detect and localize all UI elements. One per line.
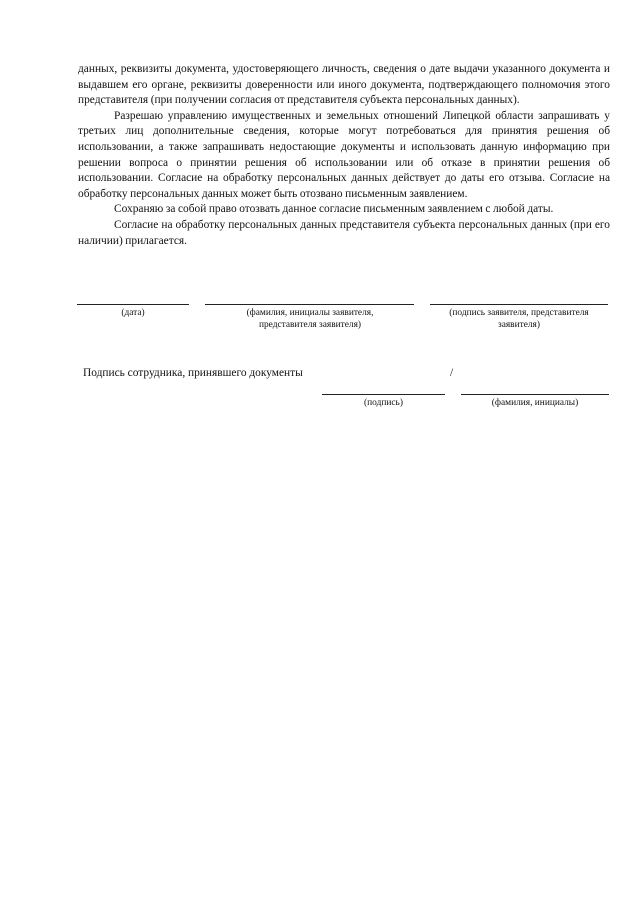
date-line — [77, 304, 189, 305]
date-caption: (дата) — [121, 308, 145, 318]
employee-signature-line — [322, 394, 445, 395]
paragraph-3: Сохраняю за собой право отозвать данное согласие письменным заявлением с любой даты. — [114, 203, 554, 216]
employee-name-line — [461, 394, 609, 395]
name-line — [205, 304, 414, 305]
paragraph-1: данных, реквизиты документа, удостоверяющего личность, сведения о дате выдачи указанного документа и выдавшем его органе, реквизиты доверенности или иного документа, подтверждающего полномочия этого представителя (при получении согласия от представителя субъекта персональных данных). — [78, 63, 610, 107]
slash-separator: / — [450, 367, 454, 379]
paragraph-4: Согласие на обработку персональных данных представителя субъекта персональных данных (при его наличии) прилагается. — [78, 218, 610, 247]
employee-label: Подпись сотрудника, принявшего документы — [83, 367, 303, 379]
signature-line — [430, 304, 608, 305]
signature-caption: (подпись заявителя, представителя заявителя) — [449, 308, 589, 330]
paragraph-2: Разрешаю управлению имущественных и земельных отношений Липецкой области запрашивать у третьих лиц дополнительные сведения, которые могут потребоваться для принятия решения об использовании, а также запрашивать недостающие документы и использовать данную информацию при решении вопроса о принятии решения об использовании или об отказе в принятии решения об использовании. Согласие на обработку персональных данных действует до даты его отзыва. Согласие на обработку персональных данных может быть отозвано письменным заявлением. — [78, 109, 610, 200]
document-body — [78, 62, 610, 249]
employee-signature-caption: (подпись) — [364, 398, 403, 408]
name-caption: (фамилия, инициалы заявителя, представителя заявителя) — [246, 308, 374, 330]
employee-name-caption: (фамилия, инициалы) — [491, 398, 579, 408]
